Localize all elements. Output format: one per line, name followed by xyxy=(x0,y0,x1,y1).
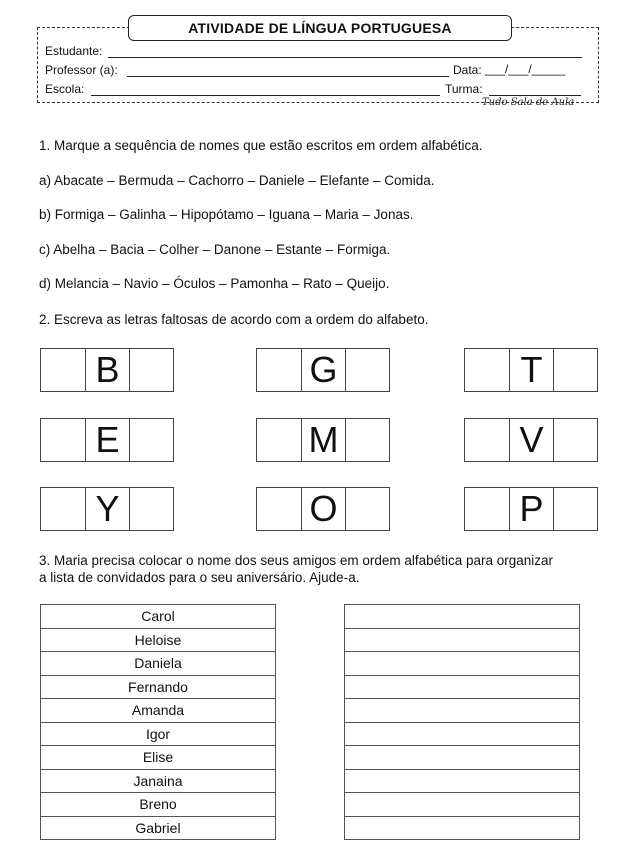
blank-before[interactable] xyxy=(41,349,85,391)
answer-row[interactable] xyxy=(345,629,579,653)
blank-after[interactable] xyxy=(553,349,597,391)
date-field[interactable]: ___/___/_____ xyxy=(485,62,566,76)
blank-before[interactable] xyxy=(41,419,85,461)
answer-table xyxy=(344,604,580,840)
letter-box xyxy=(256,418,390,462)
q1-option-d[interactable]: d) Melancia – Navio – Óculos – Pamonha – Rato – Queijo. xyxy=(39,276,390,291)
q1-option-a[interactable]: a) Abacate – Bermuda – Cachorro – Daniele – Elefante – Comida. xyxy=(39,173,435,188)
student-label: Estudante: xyxy=(45,44,103,58)
name-row: Fernando xyxy=(41,676,275,700)
answer-row[interactable] xyxy=(345,723,579,747)
names-table xyxy=(40,604,276,840)
blank-after[interactable] xyxy=(345,349,389,391)
name-row: Daniela xyxy=(41,652,275,676)
answer-row[interactable] xyxy=(345,817,579,841)
q1-option-c[interactable]: c) Abelha – Bacia – Colher – Danone – Estante – Formiga. xyxy=(39,242,391,257)
site-logo: Tudo Sala de Aula xyxy=(482,97,575,108)
answer-row[interactable] xyxy=(345,699,579,723)
given-letter: E xyxy=(85,419,129,461)
answer-row[interactable] xyxy=(345,676,579,700)
blank-before[interactable] xyxy=(257,349,301,391)
q1-prompt: 1. Marque a sequência de nomes que estão escritos em ordem alfabética. xyxy=(39,138,483,153)
letter-box xyxy=(256,487,390,531)
date-label: Data: xyxy=(453,63,482,77)
blank-before[interactable] xyxy=(465,349,509,391)
blank-before[interactable] xyxy=(41,488,85,530)
given-letter: B xyxy=(85,349,129,391)
teacher-label: Professor (a): xyxy=(45,63,118,77)
school-field[interactable] xyxy=(91,95,440,96)
blank-before[interactable] xyxy=(257,488,301,530)
letter-box xyxy=(256,348,390,392)
letter-box xyxy=(464,487,598,531)
blank-after[interactable] xyxy=(345,488,389,530)
letter-box xyxy=(40,348,174,392)
name-row: Carol xyxy=(41,605,275,629)
name-row: Heloise xyxy=(41,629,275,653)
given-letter: O xyxy=(301,488,345,530)
letter-box xyxy=(464,418,598,462)
blank-before[interactable] xyxy=(465,488,509,530)
blank-after[interactable] xyxy=(345,419,389,461)
given-letter: V xyxy=(509,419,553,461)
blank-after[interactable] xyxy=(129,419,173,461)
blank-after[interactable] xyxy=(129,488,173,530)
given-letter: M xyxy=(301,419,345,461)
blank-before[interactable] xyxy=(465,419,509,461)
class-label: Turma: xyxy=(445,82,483,96)
blank-after[interactable] xyxy=(129,349,173,391)
answer-row[interactable] xyxy=(345,770,579,794)
given-letter: Y xyxy=(85,488,129,530)
student-field[interactable] xyxy=(108,57,582,58)
teacher-field[interactable] xyxy=(127,76,449,77)
school-label: Escola: xyxy=(45,82,85,96)
name-row: Elise xyxy=(41,746,275,770)
answer-row[interactable] xyxy=(345,793,579,817)
name-row: Gabriel xyxy=(41,817,275,841)
answer-row[interactable] xyxy=(345,746,579,770)
blank-after[interactable] xyxy=(553,488,597,530)
name-row: Breno xyxy=(41,793,275,817)
blank-before[interactable] xyxy=(257,419,301,461)
given-letter: G xyxy=(301,349,345,391)
name-row: Janaina xyxy=(41,770,275,794)
letter-box xyxy=(40,418,174,462)
q1-option-b[interactable]: b) Formiga – Galinha – Hipopótamo – Iguana – Maria – Jonas. xyxy=(39,207,414,222)
name-row: Igor xyxy=(41,723,275,747)
class-field[interactable] xyxy=(489,95,581,96)
page-title: ATIVIDADE DE LÍNGUA PORTUGUESA xyxy=(128,15,512,41)
q3-prompt-line1: 3. Maria precisa colocar o nome dos seus amigos em ordem alfabética para organizar xyxy=(39,553,554,568)
given-letter: P xyxy=(509,488,553,530)
blank-after[interactable] xyxy=(553,419,597,461)
letter-box xyxy=(464,348,598,392)
given-letter: T xyxy=(509,349,553,391)
q2-prompt: 2. Escreva as letras faltosas de acordo com a ordem do alfabeto. xyxy=(39,312,429,327)
name-row: Amanda xyxy=(41,699,275,723)
answer-row[interactable] xyxy=(345,605,579,629)
letter-box xyxy=(40,487,174,531)
answer-row[interactable] xyxy=(345,652,579,676)
q3-prompt-line2: a lista de convidados para o seu aniversário. Ajude-a. xyxy=(39,570,360,585)
